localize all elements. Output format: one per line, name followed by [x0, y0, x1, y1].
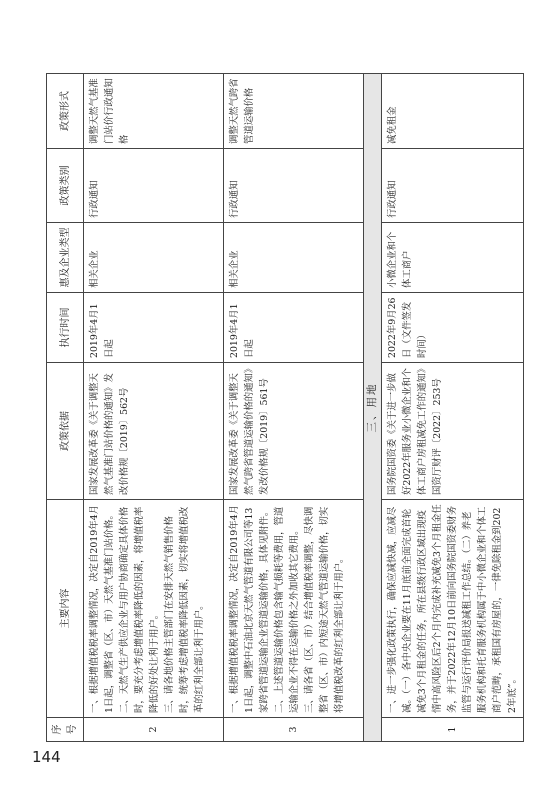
- header-basis: 政策依据: [47, 363, 84, 500]
- header-row: [47, 74, 84, 742]
- page-number: 144: [32, 748, 61, 766]
- header-category: 政策类别: [47, 149, 84, 223]
- row-category: 行政通知: [84, 149, 224, 223]
- row-content: [224, 500, 364, 718]
- content-paragraph: 二、天然气生产供应企业与用户协商确定具体价格时，要充分考虑增值税率降低的因素，将增值税率降低的好处让利于用户。: [119, 506, 160, 713]
- row-category: 行政通知: [224, 149, 364, 223]
- content-paragraph: 三、请各省（区、市）结合增值税率调整，尽快调整省（区、市）内短途天然气管道运输价格，切实将增值税改革的红利全部让利于用户。: [304, 506, 345, 713]
- content-paragraph: 一、根据增值税税率调整情况，决定自2019年4月1日起，调整中石油北京天然气管道有限公司等13家跨省管道运输企业管道运输价格，具体见附件。: [229, 505, 270, 713]
- row-time: 2019年4月1日起: [84, 293, 224, 363]
- row-enterprise: 相关企业: [84, 223, 224, 293]
- row-basis: 国务院国资委《关于进一步做好2022年服务业小微企业和个体工商户房租减免工作的通知》国资厅财评〔2022〕253号: [382, 363, 524, 500]
- header-form: 政策形式: [47, 74, 84, 149]
- row-seq: 2: [84, 718, 224, 742]
- header-content: 主要内容: [47, 500, 84, 718]
- header-enterprise: 惠及企业类型: [47, 223, 84, 293]
- table-row: [224, 74, 364, 742]
- row-enterprise: 相关企业: [224, 223, 364, 293]
- row-form: 减免租金: [382, 74, 524, 149]
- section-row: [364, 74, 382, 742]
- table-row: [382, 74, 524, 742]
- content-paragraph: 二、上述管道运输价格包含输气损耗等费用，管道运输企业不得在运输价格之外加收其它费用。: [274, 506, 300, 713]
- header-time: 执行时间: [47, 293, 84, 363]
- content-paragraph: 一、根据增值税税率调整情况，决定自2019年4月1日起，调整省（区、市）天然气基准门站价格。: [89, 505, 115, 713]
- row-form: 调整天然气跨省管道运输价格: [224, 74, 364, 149]
- content-paragraph: 三、请各地价格主管部门在安排天然气销售价格时，统筹考虑增值税率降低因素，切实将增值税改革的红利全部让利于用户。: [164, 506, 205, 713]
- table-row: [84, 74, 224, 742]
- row-seq: 3: [224, 718, 364, 742]
- row-content: [84, 500, 224, 718]
- policy-table: [46, 73, 524, 742]
- row-enterprise: 小微企业和个体工商户: [382, 223, 524, 293]
- row-seq: 1: [382, 718, 524, 742]
- content-paragraph: 一、进一步强化政策执行，确保应减快减，应减尽减。（一）各中央企业要在11月底前全面完成首轮减免3个月租金的任务，所在县级行政区域出现疫情中高风险区后2个月内完成补充减免3个月租金任务，并于2022年12月10日前向国务院国资委财务监管与运行评价局报送减租工作总结。（二）养老服务机构和托育服务机构属于中小微企业和个体工商户范畴，承租国有房屋的，一律免除租金到2022年底”。: [387, 504, 518, 713]
- row-time: 2022年9月26日（文件签发时间）: [382, 293, 524, 363]
- row-category: 行政通知: [382, 149, 524, 223]
- rotated-table-container: [46, 74, 518, 742]
- row-basis: 国家发展改革委《关于调整天然气跨省管道运输价格的通知》发改价格规〔2019〕561号: [224, 363, 364, 500]
- row-time: 2019年4月1日起: [224, 293, 364, 363]
- row-basis: 国家发展改革委《关于调整天然气基准门站价格的通知》发改价格规〔2019〕562号: [84, 363, 224, 500]
- header-seq: 序号: [47, 718, 84, 742]
- row-form: 调整天然气基准门站价行政通知格: [84, 74, 224, 149]
- section-title: 三、用地: [364, 74, 382, 742]
- row-content: [382, 500, 524, 718]
